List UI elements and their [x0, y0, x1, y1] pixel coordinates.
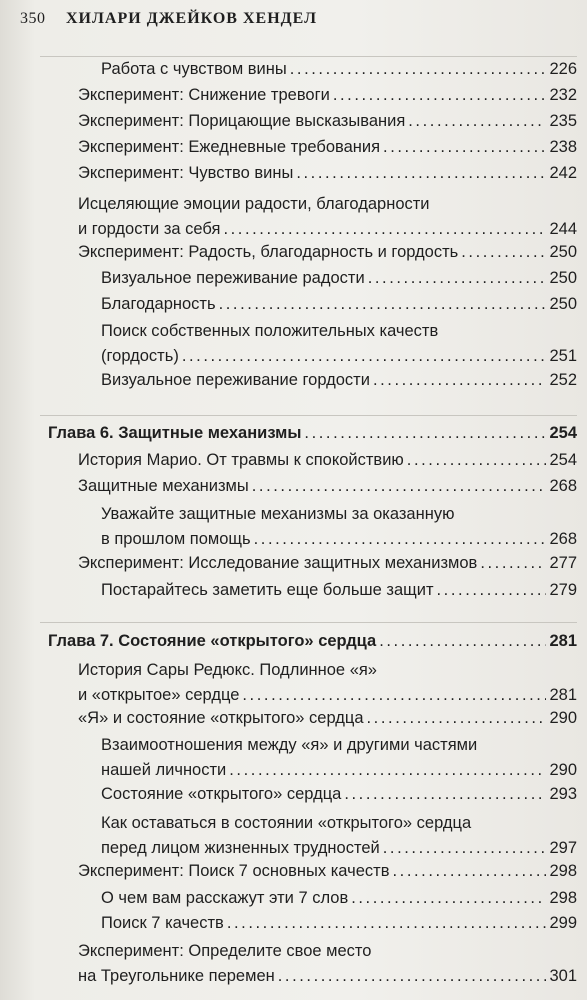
toc-entry-title: Работа с чувством вины	[101, 60, 287, 78]
toc-page-number: 298	[549, 862, 577, 880]
dot-leader	[461, 240, 546, 265]
toc-entry-title: Визуальное переживание радости	[101, 269, 365, 287]
toc-entry-title: О чем вам расскажут эти 7 слов	[101, 889, 349, 907]
dot-leader	[304, 421, 546, 446]
dot-leader	[379, 629, 546, 654]
toc-entry-title: в прошлом помощь	[101, 530, 251, 548]
toc-entry	[101, 578, 577, 603]
page-number: 350	[20, 10, 46, 27]
toc-entry-title: Эксперимент: Поиск 7 основных качеств	[78, 862, 390, 880]
dot-leader	[227, 911, 547, 936]
toc-page-number: 251	[549, 347, 577, 365]
toc-entry-title: История Сары Редюкс. Подлинное «я»	[78, 661, 377, 679]
toc-entry-title: «Я» и состояние «открытого» сердца	[78, 709, 364, 727]
dot-leader	[290, 57, 547, 82]
toc-entry-title: Как оставаться в состоянии «открытого» сердца	[101, 814, 472, 832]
toc-entry	[78, 161, 577, 186]
toc-entry	[78, 706, 577, 731]
toc-entry-title: Эксперимент: Радость, благодарность и гордость	[78, 243, 459, 261]
toc-entry	[78, 192, 577, 242]
toc-entry-title: (гордость)	[101, 347, 179, 365]
dot-leader	[229, 758, 546, 783]
toc-entry	[101, 57, 577, 82]
toc-entry	[78, 939, 577, 989]
dot-leader	[392, 859, 546, 884]
toc-entry	[101, 502, 577, 552]
dot-leader	[242, 683, 546, 708]
toc-entry	[78, 448, 577, 473]
toc-entry	[78, 474, 577, 499]
toc-page-number: 299	[549, 914, 577, 932]
toc-page-number: 279	[549, 581, 577, 599]
toc-entry-title: Постарайтесь заметить еще больше защит	[101, 581, 434, 599]
toc-entry	[78, 135, 577, 160]
dot-leader	[368, 266, 547, 291]
toc-entry-title: Поиск собственных положительных качеств	[101, 322, 439, 340]
author-name: ХИЛАРИ ДЖЕЙКОВ ХЕНДЕЛ	[66, 10, 318, 27]
dot-leader	[219, 292, 547, 317]
toc-page-number: 250	[549, 269, 577, 287]
toc-page-number: 242	[549, 164, 577, 182]
toc-chapter	[48, 421, 577, 446]
toc-entry-title: Глава 7. Состояние «открытого» сердца	[48, 632, 377, 650]
toc-page-number: 281	[549, 632, 577, 650]
toc-entry	[78, 83, 577, 108]
toc-page-number: 268	[549, 530, 577, 548]
toc-page-number: 254	[549, 424, 577, 442]
toc-entry-title: Состояние «открытого» сердца	[101, 785, 342, 803]
toc-page-number: 301	[549, 967, 577, 985]
toc-page-number: 290	[549, 761, 577, 779]
toc-entry-title: Глава 6. Защитные механизмы	[48, 424, 302, 442]
toc-entry-title: нашей личности	[101, 761, 227, 779]
toc-entry-title: Исцеляющие эмоции радости, благодарности	[78, 195, 430, 213]
toc-entry	[101, 368, 577, 393]
dot-leader	[437, 578, 547, 603]
toc-entry-title: и гордости за себя	[78, 220, 221, 238]
toc-page-number: 238	[549, 138, 577, 156]
toc-entry-title: Эксперимент: Определите свое место	[78, 942, 372, 960]
toc-entry-title: и «открытое» сердце	[78, 686, 240, 704]
toc-entry	[78, 551, 577, 576]
toc-entry-title: Эксперимент: Ежедневные требования	[78, 138, 381, 156]
toc-entry-title: Визуальное переживание гордости	[101, 371, 370, 389]
dot-leader	[373, 368, 547, 393]
dot-leader	[367, 706, 547, 731]
toc-entry	[101, 811, 577, 861]
toc-page-number: 232	[549, 86, 577, 104]
toc-entry	[78, 859, 577, 884]
toc-page-number: 293	[549, 785, 577, 803]
dot-leader	[344, 782, 546, 807]
dot-leader	[407, 448, 547, 473]
toc-page-number: 297	[549, 839, 577, 857]
toc-entry	[101, 292, 577, 317]
toc-page-number: 226	[549, 60, 577, 78]
toc-entry-title: Уважайте защитные механизмы за оказанную	[101, 505, 455, 523]
toc-entry-title: Взаимоотношения между «я» и другими частями	[101, 736, 478, 754]
dot-leader	[408, 109, 546, 134]
toc-page-number: 281	[549, 686, 577, 704]
toc-entry	[101, 733, 577, 783]
toc-entry-title: История Марио. От травмы к спокойствию	[78, 451, 404, 469]
toc-entry-title: на Треугольнике перемен	[78, 967, 275, 985]
toc-entry	[78, 240, 577, 265]
toc-page-number: 290	[549, 709, 577, 727]
dot-leader	[351, 886, 546, 911]
toc-page-number: 298	[549, 889, 577, 907]
toc-entry	[101, 266, 577, 291]
dot-leader	[252, 474, 547, 499]
dot-leader	[383, 135, 546, 160]
dot-leader	[480, 551, 546, 576]
dot-leader	[383, 836, 547, 861]
toc-page-number: 250	[549, 243, 577, 261]
toc-entry-title: Эксперимент: Порицающие высказывания	[78, 112, 406, 130]
dot-leader	[254, 527, 547, 552]
toc-entry-title: перед лицом жизненных трудностей	[101, 839, 380, 857]
toc-entry	[101, 319, 577, 369]
dot-leader	[333, 83, 547, 108]
toc-page-number: 252	[549, 371, 577, 389]
toc-entry	[78, 109, 577, 134]
toc-entry-title: Эксперимент: Чувство вины	[78, 164, 294, 182]
toc-page-number: 235	[549, 112, 577, 130]
dot-leader	[278, 964, 547, 989]
dot-leader	[223, 217, 546, 242]
toc-page-number: 277	[549, 554, 577, 572]
toc-entry-title: Благодарность	[101, 295, 216, 313]
toc-page-number: 250	[549, 295, 577, 313]
dot-leader	[296, 161, 546, 186]
toc-entry-title: Эксперимент: Снижение тревоги	[78, 86, 330, 104]
toc-entry	[101, 782, 577, 807]
toc-page-number: 244	[549, 220, 577, 238]
dot-leader	[182, 344, 547, 369]
toc-page-number: 254	[549, 451, 577, 469]
toc-entry-title: Защитные механизмы	[78, 477, 249, 495]
toc-entry-title: Эксперимент: Исследование защитных механизмов	[78, 554, 478, 572]
toc-page-number: 268	[549, 477, 577, 495]
toc-chapter	[48, 629, 577, 654]
toc-entry	[78, 658, 577, 708]
toc-entry-title: Поиск 7 качеств	[101, 914, 224, 932]
toc-entry	[101, 886, 577, 911]
toc-entry	[101, 911, 577, 936]
